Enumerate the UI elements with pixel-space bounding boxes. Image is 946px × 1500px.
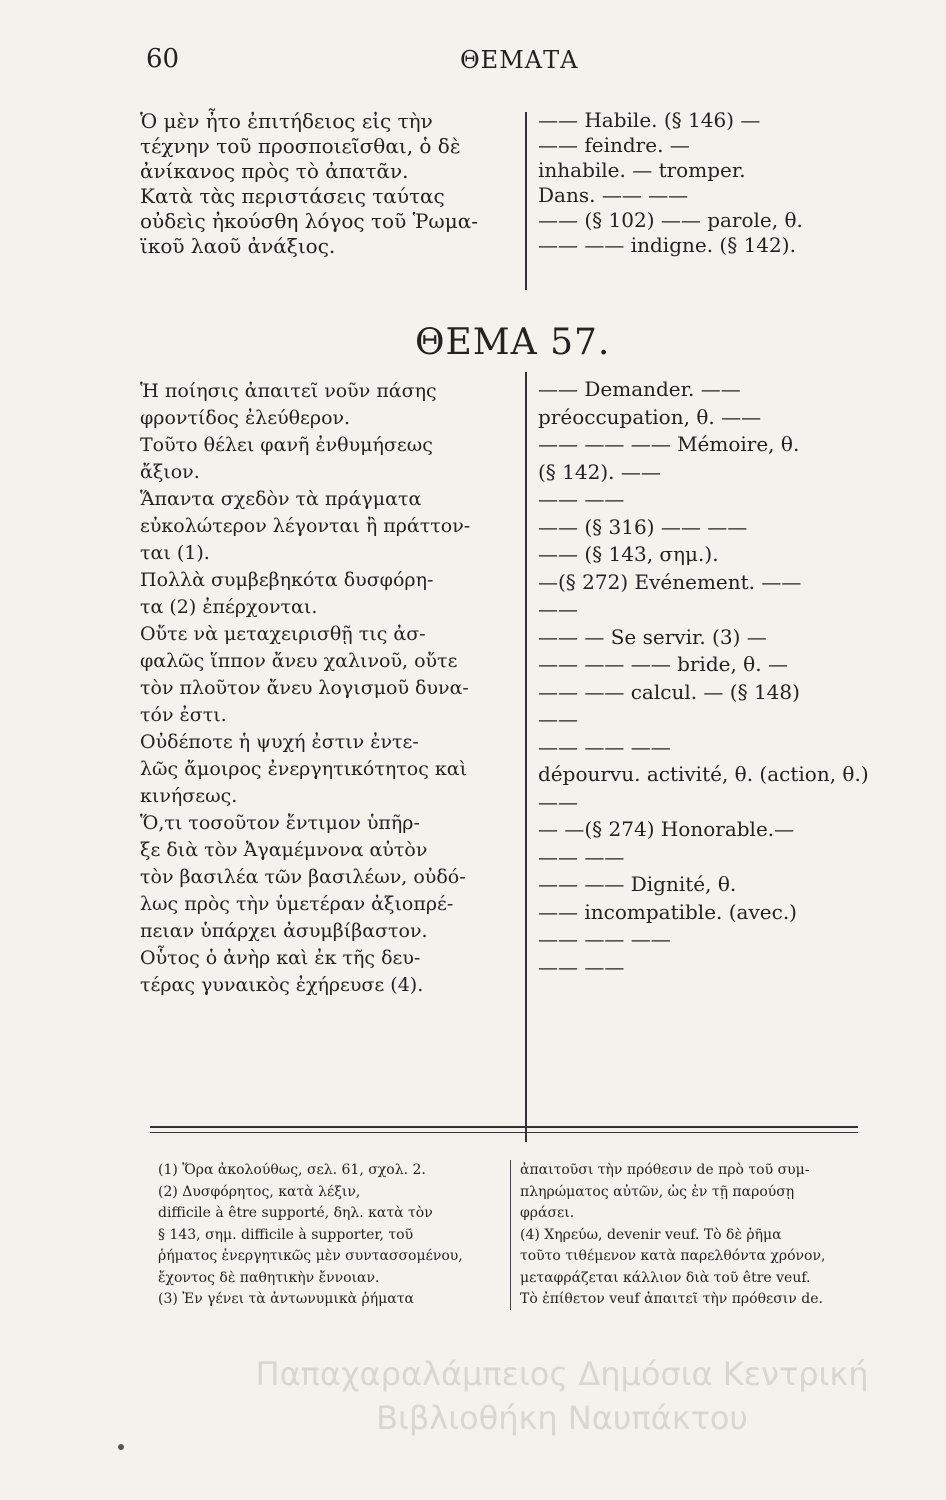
text-line: —— —— —— xyxy=(538,927,671,951)
section-title: ΘΕΜΑ 57. xyxy=(415,322,611,363)
footnote-line: ἀπαιτοῦσι τὴν πρόθεσιν de πρὸ τοῦ συμ- xyxy=(520,1162,810,1178)
footnote-line: μεταφράζεται κάλλιον διὰ τοῦ être veuf. xyxy=(520,1269,811,1286)
text-line: —— (§ 102) —— parole, θ. xyxy=(538,208,803,232)
text-line: τέχνην τοῦ προσποιεῖσθαι, ὁ δὲ xyxy=(140,134,461,158)
text-line: —— Demander. —— xyxy=(538,377,741,401)
text-line: —— —— —— Mémoire, θ. xyxy=(538,432,800,456)
text-line: —— feindre. — xyxy=(538,133,690,157)
footnote-line: ῥήματος ἐνεργητικῶς μὲν συντασσομένου, xyxy=(158,1248,463,1264)
text-line: πειαν ὑπάρχει ἀσυμβίβαστον. xyxy=(140,920,428,942)
text-line: λως πρὸς τὴν ὑμετέραν ἀξιοπρέ- xyxy=(140,893,454,915)
footnote-rule xyxy=(150,1132,858,1133)
text-line: Τοῦτο θέλει φανῆ ἐνθυμήσεως xyxy=(140,434,433,456)
text-line: τα (2) ἐπέρχονται. xyxy=(140,596,318,618)
footnotes-right xyxy=(520,1160,900,1311)
text-line: εὐκολώτερον λέγονται ἢ πράττον- xyxy=(140,515,471,537)
text-line: Ἡ ποίησις ἀπαιτεῖ νοῦν πάσης xyxy=(140,380,437,402)
footnote-line: § 143, σημ. difficile à supporter, τοῦ xyxy=(158,1226,414,1243)
main-french-column xyxy=(538,376,908,981)
ink-dot xyxy=(118,1444,124,1450)
text-line: (§ 142). —— xyxy=(538,459,661,484)
text-line: Οὗτος ὁ ἀνὴρ καὶ ἐκ τῆς δευ- xyxy=(140,947,421,969)
text-line: —— —— calcul. — (§ 148) xyxy=(538,679,800,704)
text-line: τὸν βασιλέα τῶν βασιλέων, οὐδό- xyxy=(140,866,466,888)
text-line: Ὁ μὲν ἦτο ἐπιτήδειος εἰς τὴν xyxy=(140,109,433,133)
text-line: Οὔτε νὰ μεταχειρισθῇ τις ἀσ- xyxy=(140,623,426,645)
text-line: —— —— indigne. (§ 142). xyxy=(538,233,796,257)
text-line: —— —— —— bride, θ. — xyxy=(538,652,788,676)
text-line: Οὐδέποτε ἡ ψυχή ἐστιν ἐντε- xyxy=(140,731,419,753)
text-line: —— —— xyxy=(538,954,625,979)
text-line: Ὅ,τι τοσοῦτον ἔντιμον ὑπῆρ- xyxy=(140,812,420,834)
footnote-line: (2) Δυσφόρητος, κατὰ λέξιν, xyxy=(158,1183,361,1200)
text-line: inhabile. — tromper. xyxy=(538,158,746,182)
text-line: —— —— xyxy=(538,487,625,511)
footnote-line: ἔχοντος δὲ παθητικὴν ἔννοιαν. xyxy=(158,1269,380,1286)
text-line: οὐδεὶς ἠκούσθη λόγος τοῦ Ῥωμα- xyxy=(140,209,478,233)
text-line: ϊκοῦ λαοῦ ἀνάξιος. xyxy=(140,234,336,258)
watermark-line: Παπαχαραλάμπειος Δημόσια Κεντρική xyxy=(255,1355,869,1393)
library-watermark xyxy=(212,1352,912,1440)
text-line: ξε διὰ τὸν Ἀγαμέμνονα αὐτὸν xyxy=(140,839,428,861)
main-greek-column xyxy=(140,378,520,999)
text-line: —— (§ 316) —— —— xyxy=(538,514,748,539)
footnote-line: τοῦτο τιθέμενον κατὰ παρελθόντα χρόνον, xyxy=(520,1248,826,1264)
watermark-line: Βιβλιοθήκη Ναυπάκτου xyxy=(376,1399,748,1437)
text-line: —— (§ 143, σημ.). xyxy=(538,542,719,566)
page-number: 60 xyxy=(146,44,180,74)
text-line: φαλῶς ἵππον ἄνευ χαλινοῦ, οὔτε xyxy=(140,650,458,672)
top-greek-column xyxy=(140,109,518,259)
text-line: — —(§ 274) Honorable.— xyxy=(538,817,795,841)
text-line: τὸν πλοῦτον ἄνευ λογισμοῦ δυνα- xyxy=(140,677,469,699)
top-french-column xyxy=(538,108,908,258)
text-line: τόν ἐστι. xyxy=(140,704,227,726)
text-line: Κατὰ τὰς περιστάσεις ταύτας xyxy=(140,184,445,208)
text-line: κινήσεως. xyxy=(140,785,238,807)
footnote-divider xyxy=(510,1160,511,1310)
text-line: —— xyxy=(538,789,578,814)
column-divider xyxy=(525,112,527,290)
text-line: —(§ 272) Evénement. —— xyxy=(538,569,802,594)
text-line: —— —— xyxy=(538,844,625,869)
text-line: φροντίδος ἐλεύθερον. xyxy=(140,407,351,429)
text-line: —— — Se servir. (3) — xyxy=(538,624,767,649)
text-line: —— Habile. (§ 146) — xyxy=(538,108,761,132)
footnote-line: (1) Ὅρα ἀκολούθως, σελ. 61, σχολ. 2. xyxy=(158,1162,426,1178)
text-line: ται (1). xyxy=(140,542,210,564)
page-header xyxy=(140,44,846,80)
text-line: λῶς ἄμοιρος ἐνεργητικότητος καὶ xyxy=(140,758,468,780)
text-line: —— —— —— xyxy=(538,734,671,759)
text-line: ἀνίκανος πρὸς τὸ ἀπατᾶν. xyxy=(140,159,409,183)
text-line: ἄξιον. xyxy=(140,461,200,483)
text-line: —— xyxy=(538,597,578,621)
text-line: Dans. —— —— xyxy=(538,183,689,207)
text-line: —— —— Dignité, θ. xyxy=(538,872,737,896)
text-line: τέρας γυναικὸς ἐχήρευσε (4). xyxy=(140,974,424,996)
text-line: Πολλὰ συμβεβηκότα δυσφόρη- xyxy=(140,569,434,591)
text-line: —— xyxy=(538,707,578,731)
footnote-line: φράσει. xyxy=(520,1205,575,1221)
footnote-line: πληρώματος αὐτῶν, ὡς ἐν τῇ παρούσῃ xyxy=(520,1183,795,1200)
footnote-line: difficile à être supporté, δηλ. κατὰ τὸν xyxy=(158,1205,433,1221)
text-line: dépourvu. activité, θ. (action, θ.) xyxy=(538,762,869,786)
column-divider xyxy=(525,372,527,1142)
footnote-line: Τὸ ἐπίθετον veuf ἀπαιτεῖ τὴν πρόθεσιν de. xyxy=(520,1291,823,1307)
running-title: ΘΕΜΑΤΑ xyxy=(460,46,579,74)
footnote-line: (4) Χηρεύω, devenir veuf. Τὸ δὲ ῥῆμα xyxy=(520,1226,782,1243)
footnote-rule xyxy=(150,1126,858,1128)
text-line: Ἅπαντα σχεδὸν τὰ πράγματα xyxy=(140,488,422,510)
text-line: préoccupation, θ. —— xyxy=(538,404,762,429)
text-line: —— incompatible. (avec.) xyxy=(538,899,797,924)
footnote-line: (3) Ἐν γένει τὰ ἀντωνυμικὰ ῥήματα xyxy=(158,1291,414,1307)
footnotes-left xyxy=(158,1160,493,1311)
